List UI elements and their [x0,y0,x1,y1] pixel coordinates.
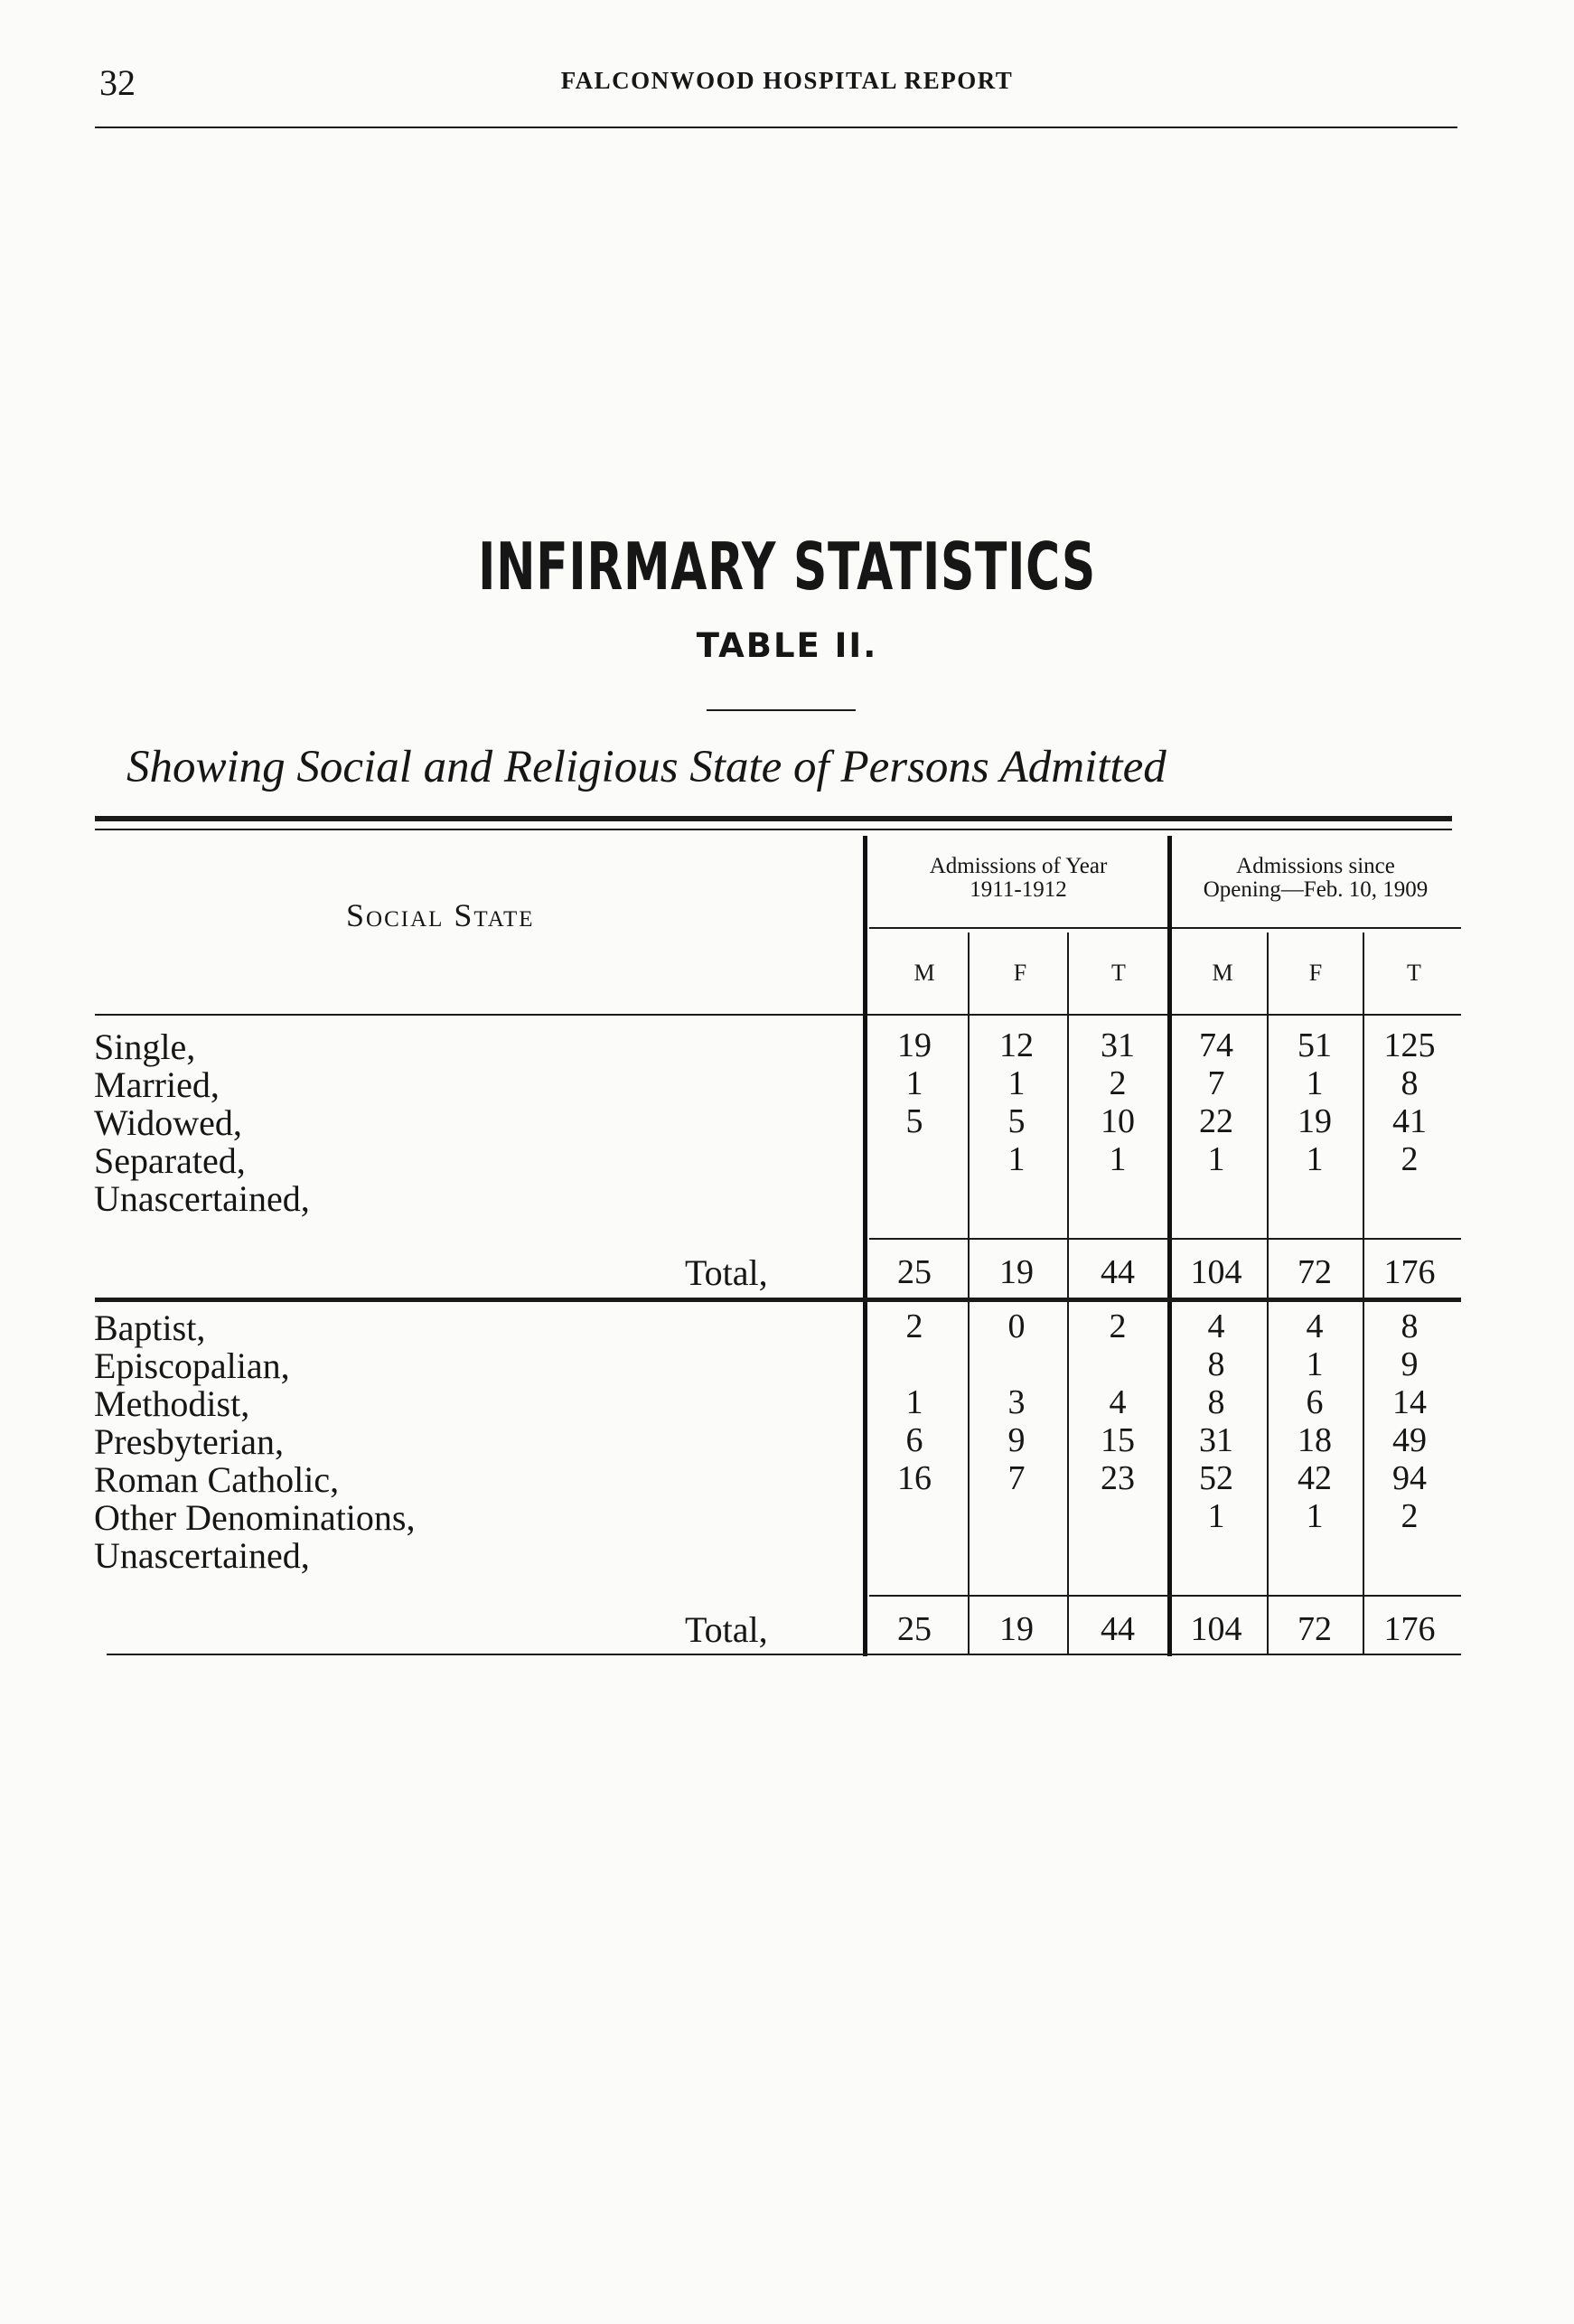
cell-methodist-year-f: 3 [1007,1383,1026,1421]
cell-methodist-since-m: 8 [1207,1383,1225,1421]
cell-episcopalian-since-m: 8 [1207,1345,1225,1383]
cell-episcopalian-since-f: 1 [1306,1345,1324,1383]
religion-total-since-m: 104 [1190,1610,1242,1648]
cell-presbyterian-year-f: 9 [1007,1421,1026,1459]
cell-baptist-since-f: 4 [1306,1307,1324,1345]
religion-total-year-f: 19 [999,1610,1034,1648]
cell-separated-year-t: 1 [1109,1140,1127,1178]
cell-single-year-t: 31 [1101,1026,1135,1064]
social-row-label-separated: Separated, [94,1140,246,1181]
cell-widowed-since-t: 41 [1392,1102,1427,1140]
cell-married-year-m: 1 [905,1064,923,1102]
cell-married-since-t: 8 [1401,1064,1419,1102]
group-heading-year-line2: 1911-1912 [970,877,1067,902]
religion-row-label-baptist: Baptist, [94,1307,206,1348]
table-bottom-rule [107,1654,1461,1655]
title-divider [707,709,856,711]
header-bottom-rule [95,1014,1461,1016]
cell-married-since-f: 1 [1306,1064,1324,1102]
cell-other-since-m: 1 [1207,1497,1225,1535]
cell-presbyterian-since-f: 18 [1298,1421,1332,1459]
cell-baptist-since-t: 8 [1401,1307,1419,1345]
top-thick-rule [95,816,1452,821]
social-row-label-single: Single, [94,1026,196,1067]
divider-since-mf [1267,932,1269,1655]
religion-total-year-t: 44 [1101,1610,1135,1648]
cell-methodist-year-m: 1 [905,1383,923,1421]
cell-separated-since-f: 1 [1306,1140,1324,1178]
divider-year-ft [1067,932,1069,1655]
cell-catholic-year-t: 23 [1101,1459,1135,1497]
religion-total-label: Total, [685,1609,768,1650]
social-total-since-m: 104 [1190,1253,1242,1291]
social-total-year-t: 44 [1101,1253,1135,1291]
social-total-label: Total, [685,1252,768,1293]
social-total-year-f: 19 [999,1253,1034,1291]
cell-other-since-t: 2 [1401,1497,1419,1535]
group-heading-since-line2: Opening—Feb. 10, 1909 [1203,877,1429,902]
religion-row-label-methodist: Methodist, [94,1383,250,1424]
cell-methodist-year-t: 4 [1109,1383,1127,1421]
cell-widowed-since-f: 19 [1298,1102,1332,1140]
cell-baptist-year-t: 2 [1109,1307,1127,1345]
cell-presbyterian-since-t: 49 [1392,1421,1427,1459]
cell-single-year-m: 19 [897,1026,932,1064]
religion-total-since-f: 72 [1298,1610,1332,1648]
cell-baptist-year-f: 0 [1007,1307,1026,1345]
social-total-year-m: 25 [897,1253,932,1291]
religion-row-label-episcopalian: Episcopalian, [94,1345,290,1386]
group-underline [869,927,1461,929]
religion-row-label-roman-catholic: Roman Catholic, [94,1459,340,1500]
divider-year-mf [968,932,970,1655]
religion-total-year-m: 25 [897,1610,932,1648]
religion-row-label-other: Other Denominations, [94,1497,416,1538]
header-rule [95,127,1457,128]
cell-widowed-since-m: 22 [1199,1102,1233,1140]
divider-stub [863,836,867,1656]
cell-married-year-f: 1 [1007,1064,1026,1102]
cell-separated-since-t: 2 [1401,1140,1419,1178]
cell-methodist-since-t: 14 [1392,1383,1427,1421]
cell-catholic-since-f: 42 [1298,1459,1332,1497]
cell-separated-since-m: 1 [1207,1140,1225,1178]
cell-single-year-f: 12 [999,1026,1034,1064]
social-total-rule [869,1238,1461,1240]
cell-presbyterian-year-t: 15 [1101,1421,1135,1459]
cell-episcopalian-since-t: 9 [1401,1345,1419,1383]
cell-married-year-t: 2 [1109,1064,1127,1102]
cell-single-since-m: 74 [1199,1026,1233,1064]
religion-row-label-presbyterian: Presbyterian, [94,1421,284,1462]
cell-catholic-year-f: 7 [1007,1459,1026,1497]
cell-catholic-since-t: 94 [1392,1459,1427,1497]
cell-methodist-since-f: 6 [1306,1383,1324,1421]
colhead-since-m: M [1212,960,1233,986]
cell-widowed-year-t: 10 [1101,1102,1135,1140]
colhead-since-t: T [1407,960,1421,986]
cell-other-since-f: 1 [1306,1497,1324,1535]
cell-single-since-f: 51 [1298,1026,1332,1064]
cell-baptist-year-m: 2 [905,1307,923,1345]
cell-widowed-year-m: 5 [905,1102,923,1140]
cell-presbyterian-since-m: 31 [1199,1421,1233,1459]
social-row-label-married: Married, [94,1064,220,1105]
section-divider-rule [95,1298,1461,1302]
social-row-label-widowed: Widowed, [94,1102,242,1143]
table-label: TABLE II. [696,626,878,665]
colhead-year-m: M [913,960,935,986]
colhead-year-f: F [1013,960,1027,986]
cell-catholic-since-m: 52 [1199,1459,1233,1497]
social-total-since-f: 72 [1298,1253,1332,1291]
top-thin-rule [95,829,1452,830]
group-heading-year [869,855,1167,902]
page-number: 32 [99,62,136,103]
social-row-label-unascertained: Unascertained, [94,1178,310,1219]
religion-total-rule [869,1595,1461,1597]
religion-row-label-unascertained: Unascertained, [94,1535,310,1576]
group-heading-year-line1: Admissions of Year [929,854,1108,878]
cell-presbyterian-year-m: 6 [905,1421,923,1459]
group-heading-since-line1: Admissions since [1236,854,1395,878]
colhead-since-f: F [1308,960,1323,986]
cell-widowed-year-f: 5 [1007,1102,1026,1140]
cell-married-since-m: 7 [1207,1064,1225,1102]
page-title: INFIRMARY STATISTICS [478,529,1096,604]
cell-single-since-t: 125 [1383,1026,1436,1064]
religion-total-since-t: 176 [1383,1610,1436,1648]
social-total-since-t: 176 [1383,1253,1436,1291]
table-subtitle: Showing Social and Religious State of Persons Admitted [126,742,1166,792]
running-title: FALCONWOOD HOSPITAL REPORT [560,67,1014,94]
cell-catholic-year-m: 16 [897,1459,932,1497]
social-state-heading: Social State [346,897,535,933]
colhead-year-t: T [1111,960,1126,986]
cell-separated-year-f: 1 [1007,1140,1026,1178]
group-heading-since-opening [1171,855,1460,902]
cell-baptist-since-m: 4 [1207,1307,1225,1345]
